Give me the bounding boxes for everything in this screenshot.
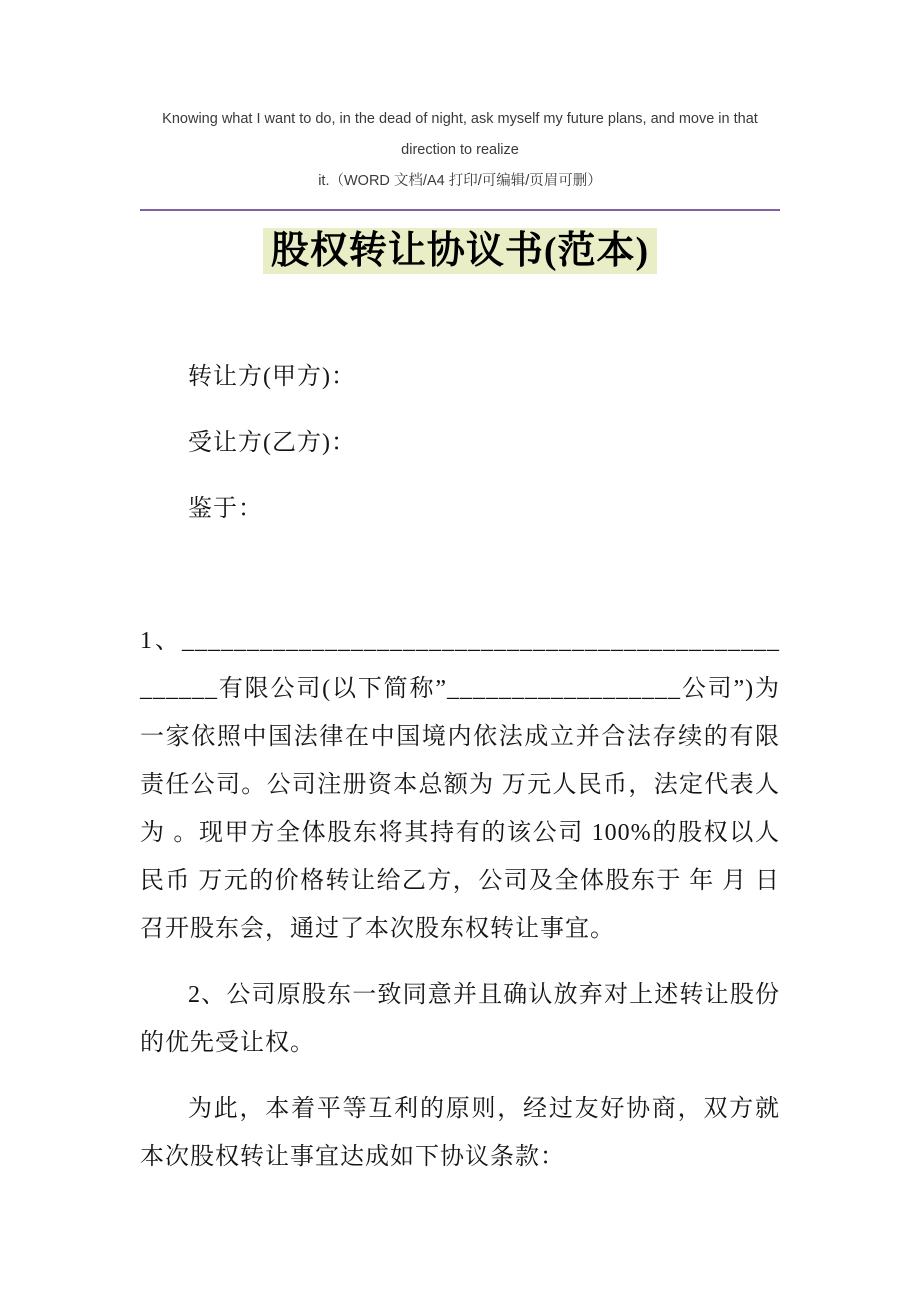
document-body — [140, 353, 780, 1181]
paragraph-clause-1: 1、____________________________________________________有限公司(以下简称”__________________公司”)为一家依照中国法律在中国境内依法成立并合法存续的有限责任公司。公司注册资本总额为 万元人民币，法定代表人为 。现甲方全体股东将其持有的该公司 100%的股权以人民币 万元的价格转让给乙方，公司及全体股东于 年 月 日召开股东会，通过了本次股东权转让事宜。 — [140, 628, 780, 942]
header-divider-line — [140, 209, 780, 211]
header-text-line-1: Knowing what I want to do, in the dead of night, ask myself my future plans, and move in that direction to realize — [162, 111, 758, 158]
page-header — [140, 104, 780, 197]
blank-line — [140, 551, 780, 599]
paragraph-transferor-party-a: 转让方(甲方)： — [188, 364, 356, 390]
paragraph-clause-2: 2、公司原股东一致同意并且确认放弃对上述转让股份的优先受让权。 — [140, 982, 780, 1056]
document-title — [140, 221, 780, 281]
document-title-highlighted-text: 股权转让协议书(范本) — [263, 228, 657, 274]
paragraph-transferee-party-b: 受让方(乙方)： — [188, 430, 356, 456]
paragraph-whereas: 鉴于： — [188, 496, 263, 522]
header-text-line-2: it.（WORD 文档/A4 打印/可编辑/页眉可删） — [318, 173, 602, 189]
paragraph-closing: 为此，本着平等互利的原则，经过友好协商，双方就本次股权转让事宜达成如下协议条款： — [140, 1096, 780, 1170]
